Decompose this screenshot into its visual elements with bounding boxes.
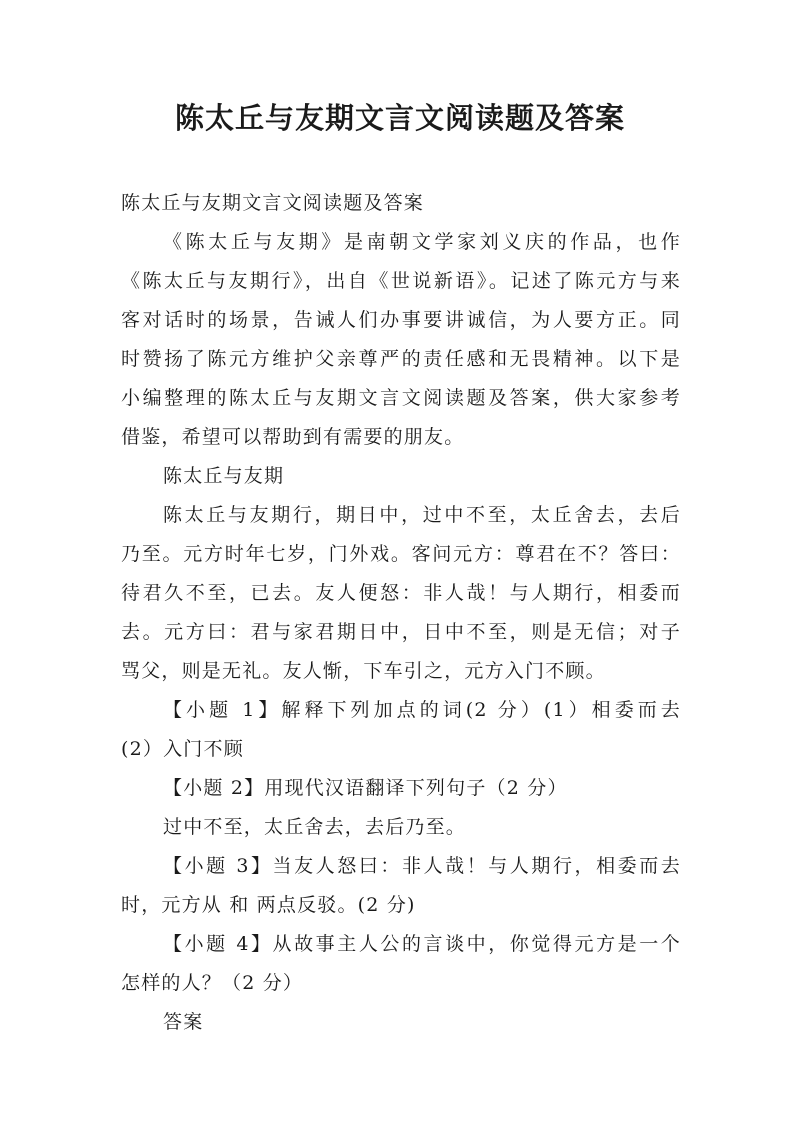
intro-line-5: 小编整理的陈太丘与友期文言文阅读题及答案，供大家参考 [121,387,681,409]
intro-line-1: 《陈太丘与友期》是南朝文学家刘义庆的作品，也作 [163,231,681,253]
passage-line-2: 乃至。元方时年七岁，门外戏。客问元方：尊君在不？答曰： [121,543,681,565]
passage-line-3: 待君久不至，已去。友人便怒：非人哉！与人期行，相委而 [121,582,681,604]
passage-line-5: 骂父，则是无礼。友人惭，下车引之，元方入门不顾。 [121,660,606,682]
question-4-line-2: 怎样的人？（2 分） [121,972,304,994]
intro-line-4: 时赞扬了陈元方维护父亲尊严的责任感和无畏精神。以下是 [121,348,681,370]
question-3-line-2: 时，元方从 和 两点反驳。(2 分) [121,894,416,916]
document-title: 陈太丘与友期文言文阅读题及答案 [174,101,625,135]
intro-line-6: 借鉴，希望可以帮助到有需要的朋友。 [121,426,465,448]
question-3-line-1: 【小题 3】当友人怒曰：非人哉！与人期行，相委而去 [163,855,681,877]
subtitle-line: 陈太丘与友期文言文阅读题及答案 [121,192,425,214]
section-heading: 陈太丘与友期 [163,465,285,487]
question-1-line-2: (2）入门不顾 [121,738,244,760]
intro-line-2: 《陈太丘与友期行》，出自《世说新语》。记述了陈元方与来 [121,270,681,292]
intro-line-3: 客对话时的场景，告诫人们办事要讲诚信，为人要方正。同 [121,309,681,331]
question-2-line: 【小题 2】用现代汉语翻译下列句子（2 分） [163,777,568,799]
passage-line-1: 陈太丘与友期行，期日中，过中不至，太丘舍去，去后 [163,504,681,526]
question-4-line-1: 【小题 4】从故事主人公的言谈中，你觉得元方是一个 [163,933,681,955]
question-1-line-1: 【小题 1】解释下列加点的词(2 分）(1）相委而去 [163,699,681,721]
passage-line-4: 去。元方曰：君与家君期日中，日中不至，则是无信；对子 [121,621,681,643]
document-body [121,184,681,1042]
answer-heading: 答案 [163,1011,204,1033]
question-2-sentence: 过中不至，太丘舍去，去后乃至。 [163,816,467,838]
